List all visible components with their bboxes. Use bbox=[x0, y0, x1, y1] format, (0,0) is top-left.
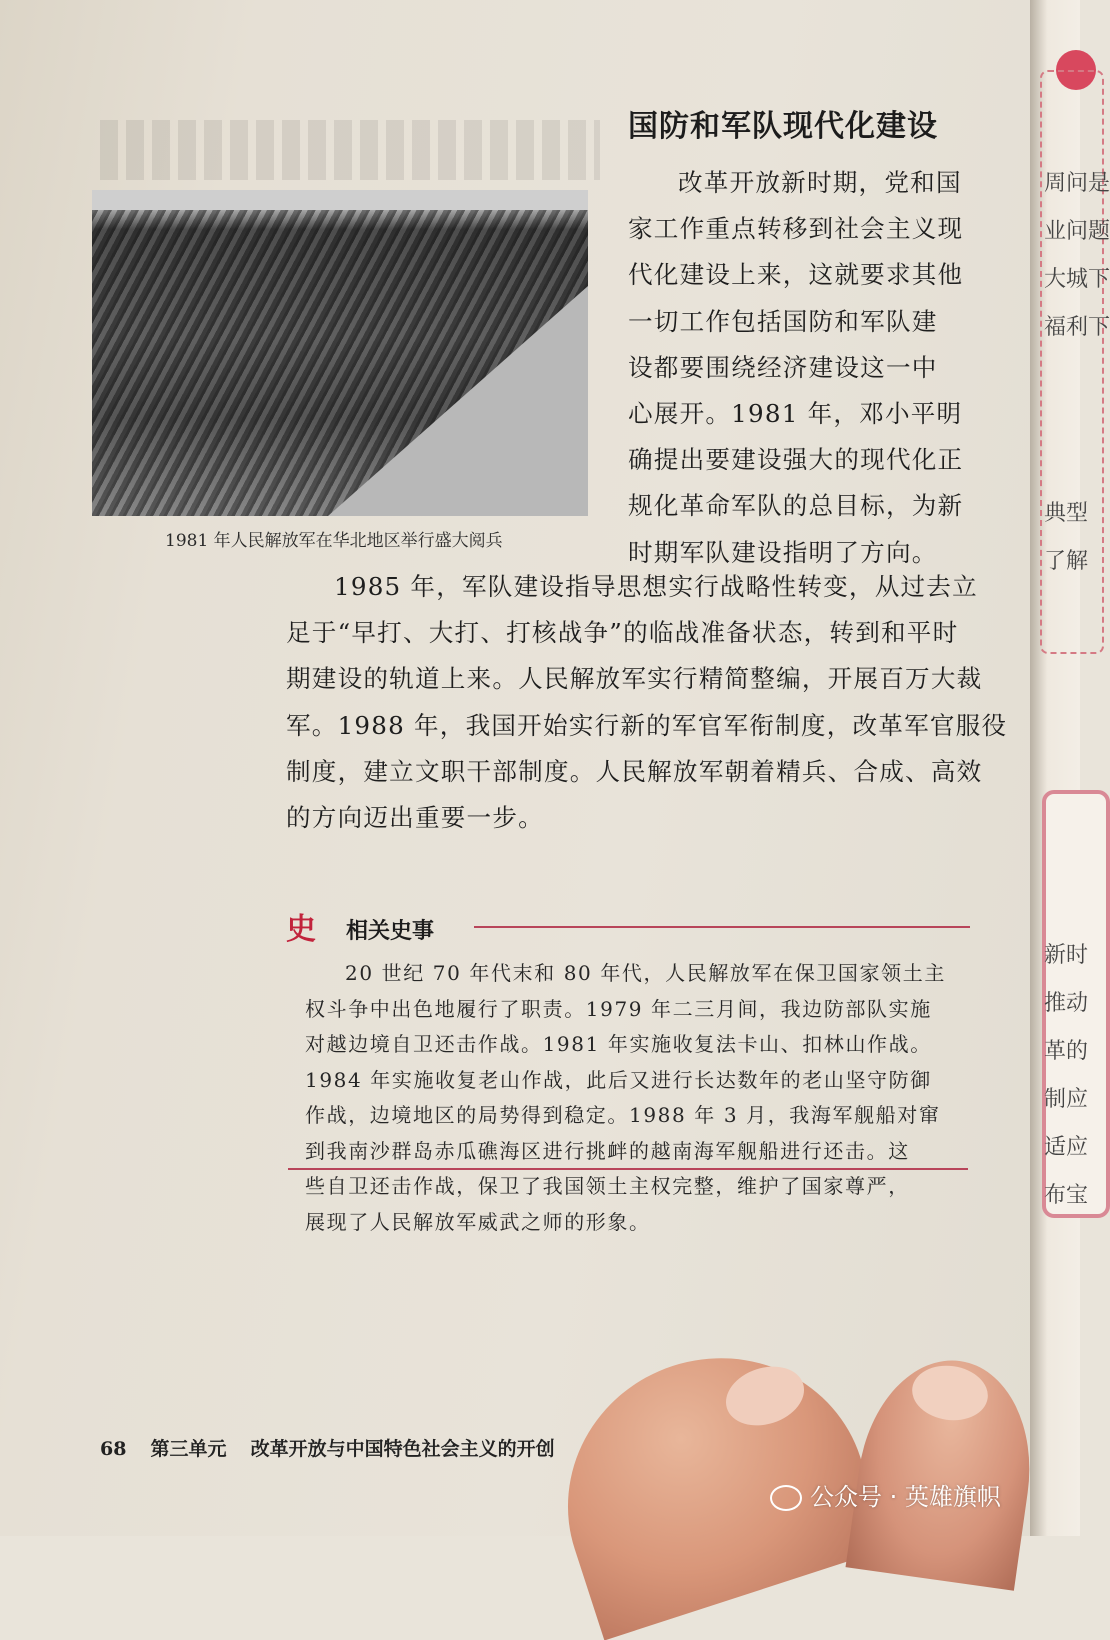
paragraph-2-line: 足于“早打、大打、打核战争”的临战准备状态，转到和平时 bbox=[286, 618, 959, 648]
next-page-fragment: 周问是 bbox=[1044, 171, 1110, 196]
wechat-icon bbox=[770, 1485, 802, 1511]
paragraph-2 bbox=[286, 564, 1008, 841]
related-line: 权斗争中出色地履行了职责。1979 年二三月间，我边防部队实施 bbox=[305, 996, 932, 1021]
paragraph-2-line: 军。1988 年，我国开始实行新的军官军衔制度，改革军官服役 bbox=[286, 710, 1008, 740]
related-line: 1984 年实施收复老山作战，此后又进行长达数年的老山坚守防御 bbox=[305, 1067, 932, 1092]
next-page-fragment: 大城下 bbox=[1044, 267, 1110, 292]
next-page-fragment: 业问题 bbox=[1044, 219, 1110, 244]
page-footer bbox=[100, 1434, 555, 1461]
page-number: 68 bbox=[100, 1438, 127, 1460]
next-page-fragment: 典型 bbox=[1044, 501, 1089, 526]
related-line: 展现了人民解放军威武之师的形象。 bbox=[305, 1209, 651, 1234]
next-page-box-text bbox=[1044, 932, 1088, 1220]
next-page-edge bbox=[1030, 0, 1110, 1536]
photo-ground bbox=[328, 286, 588, 516]
next-page-fragment: 福利下 bbox=[1044, 315, 1110, 340]
paragraph-1-line: 改革开放新时期，党和国 bbox=[678, 168, 962, 197]
next-page-fragment: 适应 bbox=[1044, 1135, 1089, 1160]
next-page-fragment: 布宝 bbox=[1044, 1183, 1089, 1208]
related-history-header bbox=[286, 910, 970, 950]
related-line: 作战，边境地区的局势得到稳定。1988 年 3 月，我海军舰船对窜 bbox=[305, 1103, 941, 1127]
section-title: 国防和军队现代化建设 bbox=[628, 109, 938, 144]
watermark bbox=[770, 1477, 1001, 1512]
next-page-fragment: 了解 bbox=[1044, 549, 1089, 574]
watermark-text: 公众号 · 英雄旗帜 bbox=[810, 1483, 1001, 1511]
related-line: 20 世纪 70 年代末和 80 年代，人民解放军在保卫国家领土主 bbox=[345, 961, 946, 985]
related-line: 到我南沙群岛赤瓜礁海区进行挑衅的越南海军舰船进行还击。这 bbox=[305, 1138, 910, 1163]
bleed-through-text bbox=[100, 120, 600, 180]
next-page-middle-text bbox=[1044, 490, 1088, 586]
next-page-top-text bbox=[1044, 160, 1110, 352]
unit-title: 改革开放与中国特色社会主义的开创 bbox=[250, 1438, 555, 1460]
history-icon: 史 bbox=[286, 912, 316, 947]
next-page-fragment: 新时 bbox=[1044, 943, 1089, 968]
paragraph-2-line: 的方向迈出重要一步。 bbox=[286, 803, 544, 833]
photo-sky bbox=[92, 190, 588, 210]
paragraph-1-line: 代化建设上来，这就要求其他 bbox=[628, 260, 964, 290]
paragraph-1-line: 规化革命军队的总目标，为新 bbox=[628, 491, 964, 521]
paragraph-2-line: 期建设的轨道上来。人民解放军实行精简整编，开展百万大裁 bbox=[286, 664, 983, 694]
related-history-text bbox=[305, 956, 965, 1240]
related-history-rule bbox=[474, 926, 970, 928]
next-page-fragment: 制应 bbox=[1044, 1087, 1089, 1112]
paragraph-1-line: 心展开。1981 年，邓小平明 bbox=[628, 399, 963, 429]
paragraph-2-line: 1985 年，军队建设指导思想实行战略性转变，从过去立 bbox=[334, 572, 978, 601]
paragraph-1-line: 家工作重点转移到社会主义现 bbox=[628, 214, 964, 244]
paragraph-1-line: 确提出要建设强大的现代化正 bbox=[628, 445, 964, 475]
unit-label: 第三单元 bbox=[150, 1438, 227, 1460]
next-page-fragment: 推动 bbox=[1044, 991, 1089, 1016]
parade-photo bbox=[92, 190, 588, 516]
paragraph-1-line: 一切工作包括国防和军队建 bbox=[628, 306, 938, 336]
paragraph-2-line: 制度，建立文职干部制度。人民解放军朝着精兵、合成、高效 bbox=[286, 756, 983, 786]
related-history-title: 相关史事 bbox=[346, 919, 435, 944]
related-line: 些自卫还击作战，保卫了我国领土主权完整，维护了国家尊严， bbox=[305, 1174, 910, 1198]
related-history-bottom-rule bbox=[288, 1168, 968, 1170]
photo-caption: 1981 年人民解放军在华北地区举行盛大阅兵 bbox=[165, 531, 503, 551]
paragraph-1 bbox=[628, 160, 973, 576]
paragraph-1-line: 时期军队建设指明了方向。 bbox=[628, 537, 938, 567]
next-page-fragment: 革的 bbox=[1044, 1039, 1089, 1064]
related-line: 对越边境自卫还击作战。1981 年实施收复法卡山、扣林山作战。 bbox=[305, 1032, 932, 1056]
paragraph-1-line: 设都要围绕经济建设这一中 bbox=[628, 352, 938, 382]
